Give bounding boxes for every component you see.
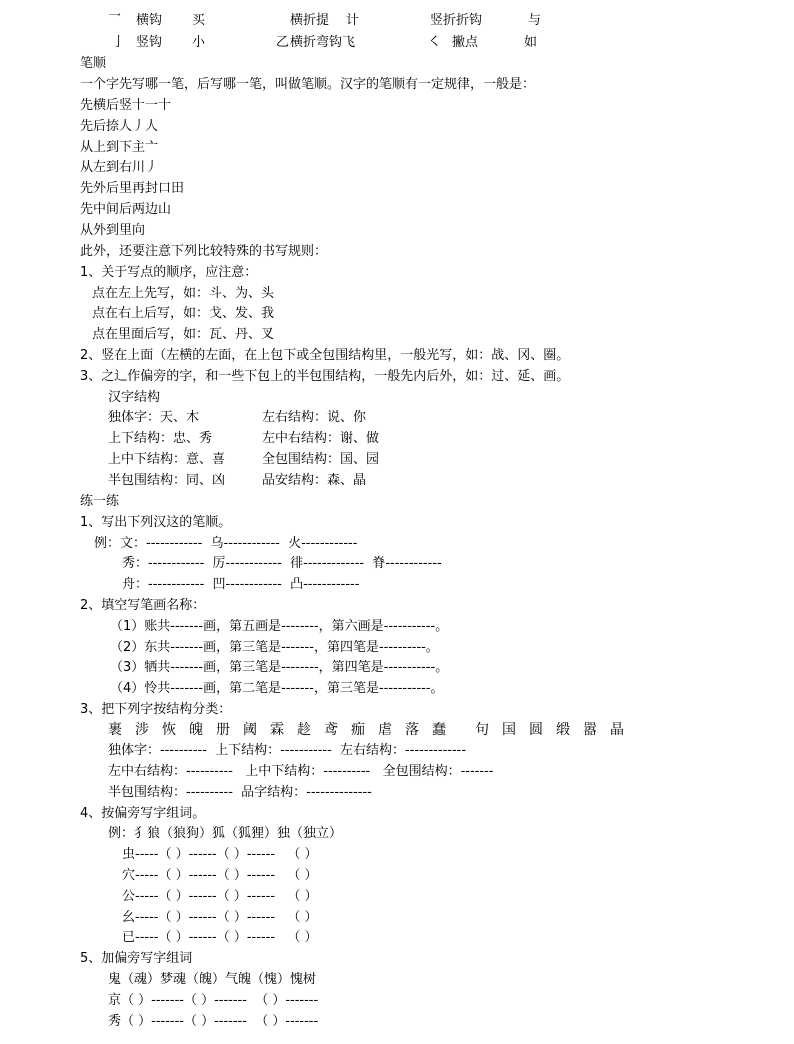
answer-line[interactable]: 独体字：---------- 上下结构：----------- 左右结构：------------- bbox=[108, 743, 467, 758]
example-line: 鬼（魂）梦魂（魄）气魄（愧）愧树 bbox=[108, 972, 317, 987]
stroke-glyph: 亅 bbox=[112, 35, 126, 50]
classify-char: 册 bbox=[216, 722, 230, 738]
stroke-name: 竖折折钩 bbox=[430, 13, 483, 28]
structure-example: 半包围结构：同、凶 bbox=[108, 473, 226, 488]
classify-char: 缎 bbox=[556, 722, 570, 738]
answer-line[interactable]: （3）牺共-------画，第三笔是--------，第四笔是-----------。 bbox=[110, 660, 449, 675]
classify-char: 裹 bbox=[108, 722, 122, 738]
section-heading-structure: 汉字结构 bbox=[108, 390, 161, 405]
answer-line[interactable]: （4）怜共-------画，第二笔是-------，第三笔是-----------。 bbox=[110, 681, 444, 696]
question-4: 4、按偏旁写字组词。 bbox=[80, 806, 206, 821]
stroke-name: 竖钩 bbox=[136, 35, 163, 50]
classify-char: 霖 bbox=[270, 722, 284, 738]
classify-char: 国 bbox=[502, 722, 516, 738]
special-intro: 此外，还要注意下列比较特殊的书写规则： bbox=[80, 244, 328, 259]
stroke-example: 买 bbox=[192, 13, 206, 28]
answer-line[interactable]: 左中右结构：---------- 上中下结构：---------- 全包围结构：------- bbox=[108, 764, 494, 779]
stroke-example: 飞 bbox=[342, 35, 356, 50]
order-intro: 一个字先写哪一笔，后写哪一笔，叫做笔顺。汉字的笔顺有一定规律，一般是： bbox=[80, 77, 536, 92]
stroke-glyph: 乛 bbox=[108, 13, 122, 28]
stroke-name: 横钩 bbox=[136, 13, 163, 28]
answer-line[interactable]: 舟：------------ 凹------------ 凸------------ bbox=[122, 577, 360, 592]
order-rule: 先中间后两边山 bbox=[80, 202, 172, 217]
rule-sub-item: 点在里面后写，如：瓦、丹、叉 bbox=[92, 327, 275, 342]
answer-line[interactable]: 已-----（ ）------（ ）------ （ ） bbox=[122, 930, 318, 945]
question-1: 1、写出下列汉这的笔顺。 bbox=[80, 515, 232, 530]
structure-example: 左右结构：说、你 bbox=[262, 410, 367, 425]
classify-char: 恢 bbox=[162, 722, 176, 738]
classify-char: 痂 bbox=[351, 722, 365, 738]
structure-example: 左中右结构：谢、做 bbox=[262, 431, 380, 446]
structure-example: 上下结构：忠、秀 bbox=[108, 431, 213, 446]
structure-example: 上中下结构：意、喜 bbox=[108, 452, 226, 467]
stroke-example: 小 bbox=[192, 35, 206, 50]
example-line: 例：犭狼（狼狗）狐（狐狸）独（独立） bbox=[108, 826, 343, 841]
order-rule: 先外后里再封口田 bbox=[80, 181, 185, 196]
classify-char: 鸢 bbox=[324, 722, 338, 738]
answer-line[interactable]: 穴-----（ ）------（ ）------ （ ） bbox=[122, 868, 318, 883]
classify-char: 魄 bbox=[189, 722, 203, 738]
stroke-glyph: 乙 bbox=[276, 35, 290, 50]
order-rule: 从左到右川丿 bbox=[80, 160, 159, 175]
rule-item-2: 2、竖在上面（左横的左面，在上包下或全包围结构里，一般光写，如：战、冈、圈。 bbox=[80, 348, 570, 363]
classify-char: 趁 bbox=[297, 722, 311, 738]
rule-item-1: 1、关于写点的顺序，应注意： bbox=[80, 265, 258, 280]
answer-line[interactable]: 公-----（ ）------（ ）------ （ ） bbox=[122, 889, 318, 904]
answer-line[interactable]: 秀：------------ 厉------------ 徘------------- 脊------------ bbox=[122, 556, 442, 571]
rule-sub-item: 点在左上先写，如：斗、为、头 bbox=[92, 286, 275, 301]
answer-line[interactable]: 例：文：------------ 乌------------ 火------------ bbox=[94, 536, 358, 551]
classify-char: 句 bbox=[475, 722, 489, 738]
stroke-name: 横折提 bbox=[290, 13, 330, 28]
classify-char: 涉 bbox=[135, 722, 149, 738]
question-5: 5、加偏旁写字组词 bbox=[80, 951, 193, 966]
rule-item-3: 3、之辶作偏旁的字，和一些下包上的半包围结构，一般先内后外，如：过、延、画。 bbox=[80, 369, 570, 384]
stroke-glyph: ㇛ bbox=[428, 35, 442, 50]
answer-line[interactable]: 京（ ）-------（ ）------- （ ）------- bbox=[108, 993, 319, 1008]
stroke-example: 如 bbox=[524, 35, 538, 50]
classify-char: 蠢 bbox=[432, 722, 446, 738]
classify-char: 落 bbox=[405, 722, 419, 738]
classify-char: 阈 bbox=[243, 722, 257, 738]
order-rule: 先横后竖十一十 bbox=[80, 98, 172, 113]
structure-example: 独体字：天、木 bbox=[108, 410, 200, 425]
stroke-name: 撇点 bbox=[452, 35, 479, 50]
answer-line[interactable]: （1）账共-------画，第五画是--------，第六画是-----------。 bbox=[110, 619, 449, 634]
classify-char: 晶 bbox=[610, 722, 624, 738]
structure-example: 全包围结构：国、园 bbox=[262, 452, 380, 467]
rule-sub-item: 点在右上后写，如：戈、发、我 bbox=[92, 306, 275, 321]
classify-char: 嚣 bbox=[583, 722, 597, 738]
section-heading-order: 笔顺 bbox=[80, 56, 107, 71]
answer-line[interactable]: 幺-----（ ）------（ ）------ （ ） bbox=[122, 910, 318, 925]
answer-line[interactable]: 秀（ ）-------（ ）------- （ ）------- bbox=[108, 1014, 319, 1029]
classify-char: 虐 bbox=[378, 722, 392, 738]
stroke-name: 横折弯钩 bbox=[290, 35, 343, 50]
answer-line[interactable]: （2）东共-------画，第三笔是-------，第四笔是----------。 bbox=[110, 640, 439, 655]
question-3: 3、把下列字按结构分类： bbox=[80, 702, 232, 717]
stroke-example: 与 bbox=[528, 13, 542, 28]
order-rule: 先后捺人丿人 bbox=[80, 119, 159, 134]
structure-example: 品安结构：森、晶 bbox=[262, 473, 367, 488]
question-2: 2、填空写笔画名称： bbox=[80, 598, 206, 613]
classify-char: 圆 bbox=[529, 722, 543, 738]
section-heading-practice: 练一练 bbox=[80, 494, 120, 509]
answer-line[interactable]: 虫-----（ ）------（ ）------ （ ） bbox=[122, 847, 318, 862]
order-rule: 从上到下主亠 bbox=[80, 140, 159, 155]
stroke-example: 计 bbox=[346, 13, 360, 28]
order-rule: 从外到里向 bbox=[80, 223, 146, 238]
answer-line[interactable]: 半包围结构：---------- 品字结构：-------------- bbox=[108, 785, 372, 800]
